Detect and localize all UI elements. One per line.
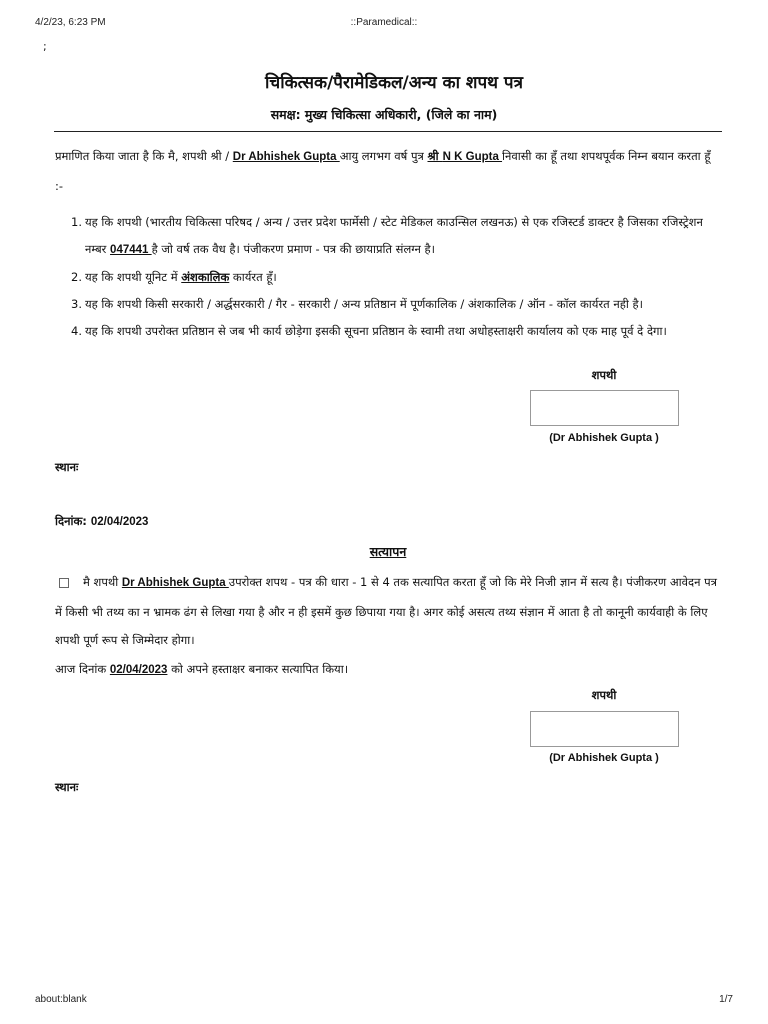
place-label: स्थानः [55, 780, 79, 794]
verification-heading: सत्यापन [369, 544, 407, 559]
list-item [71, 318, 726, 345]
signature-box[interactable] [530, 390, 679, 426]
place-label: स्थानः [55, 460, 79, 474]
date-line [55, 514, 148, 529]
signatory-name: (Dr Abhishek Gupta ) [549, 432, 659, 444]
verification-date: 02/04/2023 [109, 663, 168, 676]
intro-paragraph [55, 142, 720, 201]
verification-checkbox[interactable] [59, 578, 69, 588]
title-divider [54, 131, 722, 132]
signature-label: शपथी [591, 688, 617, 702]
affidavit-points [71, 209, 726, 345]
print-datetime: 4/2/23, 6:23 PM [35, 17, 106, 28]
print-url: about:blank [35, 994, 87, 1005]
father-name: N K Gupta [442, 151, 503, 163]
signature-label: शपथी [591, 368, 617, 382]
print-page-number: 1/7 [719, 994, 733, 1005]
verification-text-1: मै शपथी [83, 575, 122, 589]
print-header [35, 17, 733, 31]
verification-text-2: उपरोक्त शपथ - पत्र की धारा - 1 से 4 तक सत्यापित करता हूँ जो कि मेरे निजी ज्ञान में सत्य है। पंजीकरण आवेदन पत्र में किसी भी तथ्य का न भ्रामक ढंग से लिखा गया है और न ही इसमें कुछ छिपाया गया है। अगर कोई असत्य तथ्य संज्ञान में आता है तो कानूनी कार्यवाही के लिए शपथी पूर्ण रूप से जिम्मेदार होगा। [55, 575, 718, 647]
point-text: है जो वर्ष तक वैध है। पंजीकरण प्रमाण - पत्र की छायाप्रति संलग्न है। [151, 242, 435, 256]
point-number: 1. [71, 215, 82, 229]
father-prefix: श्री [427, 149, 443, 163]
print-page-title: ::Paramedical:: [350, 17, 418, 28]
point-number: 4. [71, 324, 82, 338]
stray-semicolon: ; [43, 40, 47, 53]
verifier-name: Dr Abhishek Gupta [121, 577, 229, 589]
verification-paragraph [55, 568, 723, 684]
intro-text-1: प्रमाणित किया जाता है कि मै, शपथी श्री / [55, 149, 233, 163]
signatory-name: (Dr Abhishek Gupta ) [549, 752, 659, 764]
point-text: यह कि शपथी उपरोक्त प्रतिष्ठान से जब भी कार्य छोड़ेगा इसकी सूचना प्रतिष्ठान के स्वामी तथा अधोहस्ताक्षरी कार्यालय को एक माह पूर्व दे देगा। [85, 324, 667, 338]
verification-line2-start: आज दिनांक [55, 661, 110, 676]
signature-box[interactable] [530, 711, 679, 747]
registration-number: 047441 [110, 244, 152, 256]
intro-text-3: निवासी का हूँ तथा शपथपूर्वक निम्न बयान करता हूँ :- [55, 149, 711, 193]
point-number: 3. [71, 297, 82, 311]
point-number: 2. [71, 270, 82, 284]
list-item [71, 264, 726, 291]
document-title: चिकित्सक/पैरामेडिकल/अन्य का शपथ पत्र [265, 73, 523, 93]
document-subtitle: समक्ष: मुख्य चिकित्सा अधिकारी, (जिले का नाम) [270, 107, 498, 122]
list-item [71, 291, 726, 318]
point-text: यह कि शपथी किसी सरकारी / अर्द्धसरकारी / गैर - सरकारी / अन्य प्रतिष्ठान में पूर्णकालिक / अंशकालिक / ऑन - कॉल कार्यरत नही है। [85, 297, 643, 311]
list-item [71, 209, 726, 264]
date-label: दिनांक: [55, 514, 91, 528]
deponent-name: Dr Abhishek Gupta [232, 151, 340, 163]
point-text: कार्यरत हूँ। [229, 270, 277, 284]
point-text: यह कि शपथी (भारतीय चिकित्सा परिषद / अन्य / उत्तर प्रदेश फार्मेसी / स्टेट मेडिकल काउन्सिल लखनऊ) से एक रजिस्टर्ड डाक्टर है जिसका रजिस्ट्रेशन नम्बर [85, 215, 703, 256]
verification-line2-end: को अपने हस्ताक्षर बनाकर सत्यापित किया। [167, 661, 349, 676]
print-footer [35, 994, 733, 1008]
date-value: 02/04/2023 [90, 516, 149, 528]
employment-type: अंशकालिक [181, 270, 230, 284]
point-text: यह कि शपथी यूनिट में [85, 270, 182, 284]
intro-text-2: आयु लगभग वर्ष पुत्र [339, 149, 428, 163]
